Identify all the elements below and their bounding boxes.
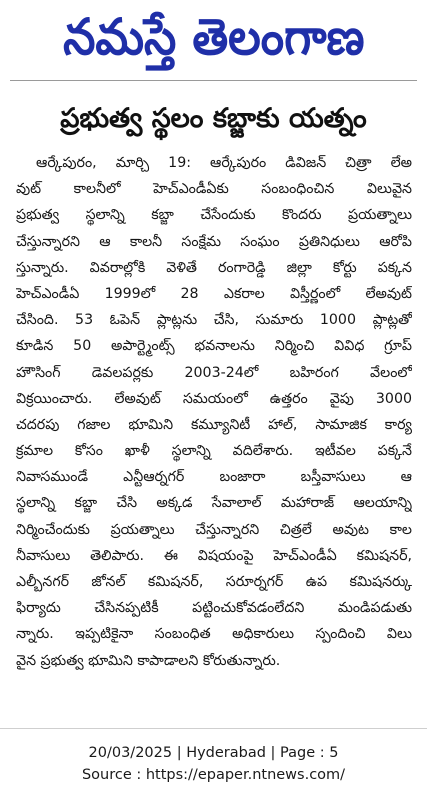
article-line: ప్రభుత్వ స్థలాన్ని కబ్జా చేసేందుకు కొందరు ప్రయత్నాలు xyxy=(16,207,412,224)
article-line: స్తున్నారు. వివరాల్లోకి వెళితే రంగారెడ్డి జిల్లా కోర్టు పక్కన xyxy=(16,259,412,276)
edition-info: 20/03/2025 | Hyderabad | Page : 5 xyxy=(88,745,339,761)
source-link[interactable]: Source : https://epaper.ntnews.com/ xyxy=(81,767,346,783)
article-line: ఫిర్యాదు చేసినప్పటికీ పట్టించుకోవడంలేదని మండిపడుతు xyxy=(16,600,412,617)
article-line: వైన ప్రభుత్వ భూమిని కాపాడాలని కోరుతున్నారు. xyxy=(16,652,281,669)
article-line: న్నారు. ఇప్పటికైనా సంబంధిత అధికారులు స్పందించి విలు xyxy=(16,626,412,643)
footer-divider xyxy=(0,728,427,729)
masthead-title: నమస్తే తెలంగాణ xyxy=(62,8,365,66)
headline-text: ప్రభుత్వ స్థలం కబ్జాకు యత్నం xyxy=(60,103,367,134)
newspaper-masthead xyxy=(10,2,417,72)
article-line: హౌసింగ్ డెవలపర్లకు 2003-24లో బహిరంగ వేలంలో xyxy=(16,364,412,381)
article-line: హెచ్ఎండీఏ 1999లో 28 ఎకరాల విస్తీర్ణంలో లేఅవుట్ xyxy=(16,285,412,302)
article-line: చేసింది. 53 ఓపెన్ ప్లాట్లను చేసి, సుమారు 1000 ప్లాట్లతో xyxy=(16,312,412,329)
cropped-next-line xyxy=(16,712,412,720)
article-line: వుట్ కాలనీలో హెచ్ఎండీఏకు సంబంధించిన విలువైన xyxy=(16,181,412,198)
article-line: నీవాసులు తెలిపారు. ఈ విషయంపై హెచ్ఎండీఏ కమిషనర్, xyxy=(16,547,412,564)
article-line: నిర్మించేందుకు ప్రయత్నాలు చేస్తున్నారని చిత్రలే అవుట కాల xyxy=(16,521,412,538)
article-line: క్రమాల కోసం ఖాళీ స్థలాన్ని వదిలేశారు. ఇటీవల పక్కనే xyxy=(16,443,412,460)
article-line: స్థలాన్ని కబ్జా చేసి అక్కడ సేవాలాల్ మహారాజ్ ఆలయాన్ని xyxy=(16,495,412,512)
article-line: ఆర్కేపురం, మార్చి 19: ఆర్కేపురం డివిజన్ చిత్రా లేఅ xyxy=(36,155,412,171)
article-line: కూడిన 50 అపార్ట్మెంట్స్ భవనాలను నిర్మించి వివిధ గ్రూప్ xyxy=(16,338,412,355)
article-line: నివాసముండే ఎన్టీఆర్నగర్ బంజారా బస్తీవాసులు ఆ xyxy=(16,469,412,486)
article-line: ఎల్బీనగర్ జోనల్ కమిషనర్, సరూర్నగర్ ఉప కమిషనర్కు xyxy=(16,574,412,590)
masthead-divider xyxy=(10,80,417,81)
page-footer xyxy=(0,742,427,786)
article-body xyxy=(16,150,412,710)
article-headline xyxy=(10,96,417,142)
article-line: చేస్తున్నారని ఆ కాలనీ సంక్షేమ సంఘం ప్రతినిధులు ఆరోపి xyxy=(16,233,412,250)
article-line: చదరపు గజాల భూమిని కమ్యూనిటీ హాల్, సామాజిక కార్య xyxy=(16,416,412,433)
article-line: విక్రయించారు. లేఅవుట్ సమయంలో ఉత్తరం వైపు 3000 xyxy=(16,390,412,407)
